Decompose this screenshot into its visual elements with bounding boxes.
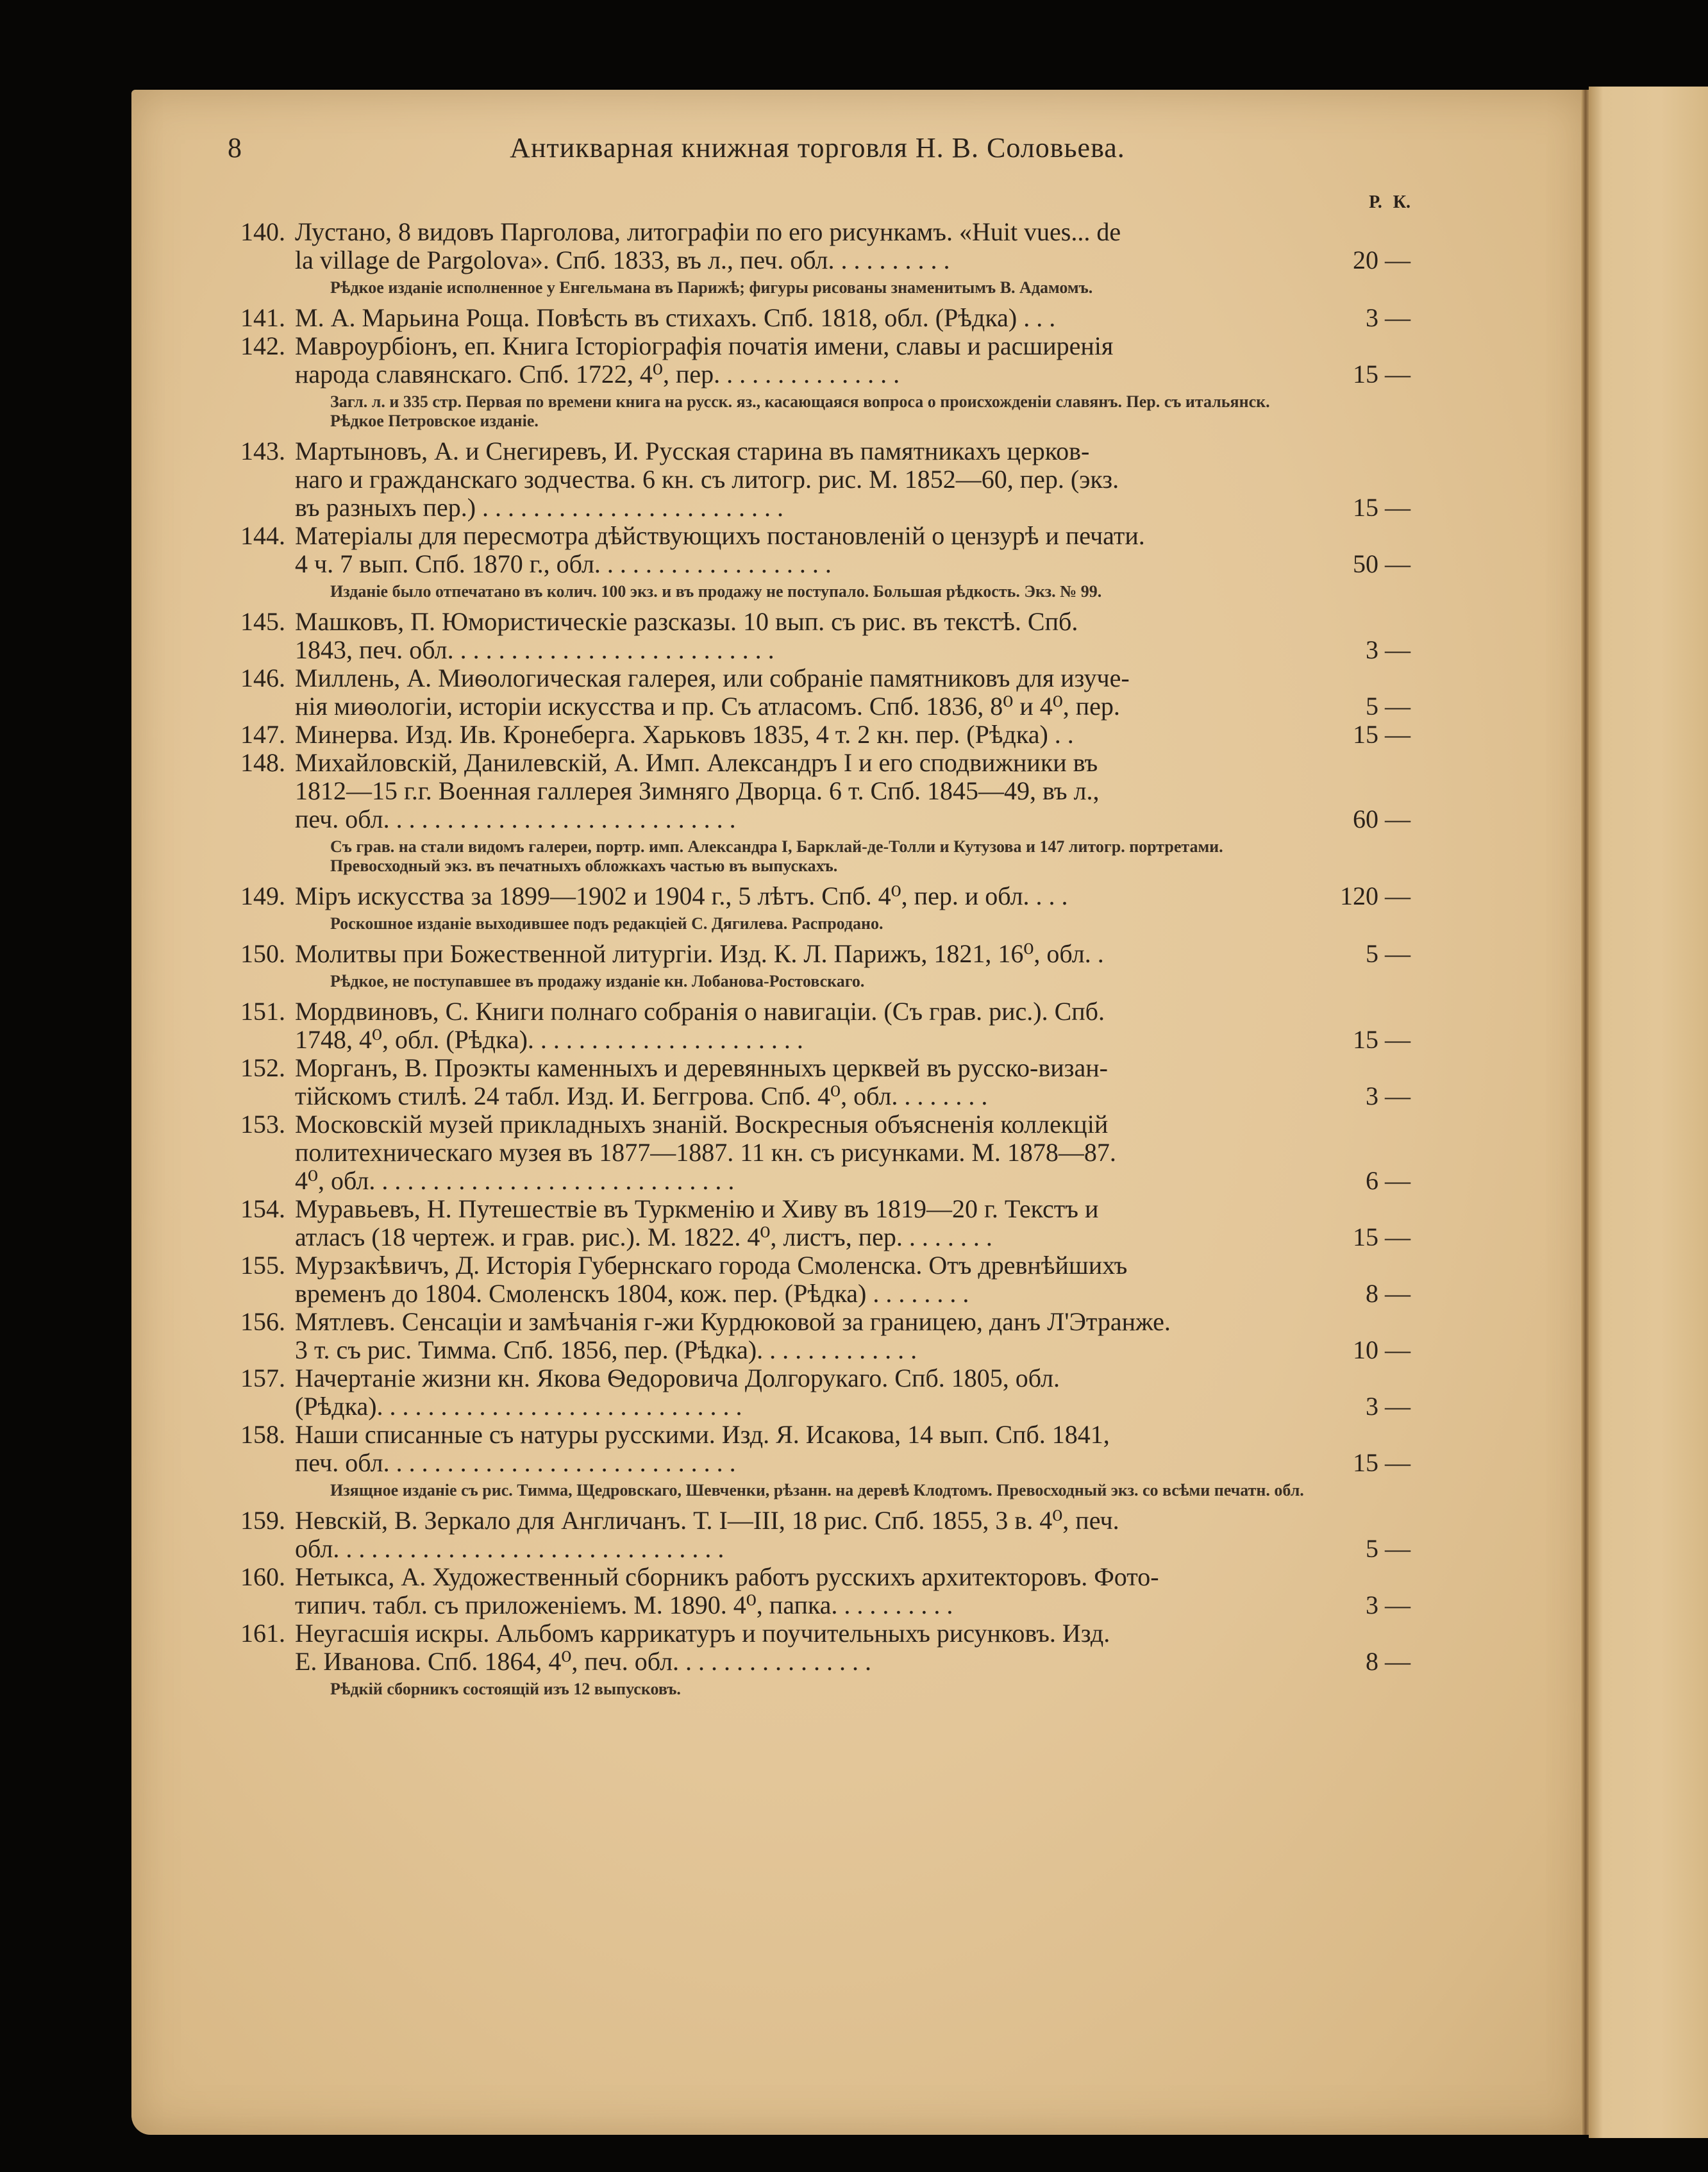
entry-text	[295, 940, 1318, 968]
entry-text	[295, 749, 1318, 833]
entry-number: 153.	[240, 1110, 285, 1139]
entry-line: обл. . . . . . . . . . . . . . . . . . . . . . . . . . . . . . .	[295, 1535, 724, 1563]
entry-price: 5 —	[1366, 692, 1411, 721]
catalog-entry	[224, 664, 1411, 721]
catalog-entry	[224, 1364, 1411, 1421]
entry-line: Машковъ, П. Юмористическіе разсказы. 10 вып. съ рис. въ текстѣ. Спб.	[295, 608, 1078, 636]
catalog-entry	[224, 1251, 1411, 1308]
catalog-entry	[224, 998, 1411, 1054]
entry-line: Лустано, 8 видовъ Парголова, литографіи по его рисункамъ. «Huit vues... de	[295, 218, 1121, 246]
catalog-entry	[224, 608, 1411, 664]
entry-text	[295, 882, 1318, 910]
catalog-entry	[224, 1195, 1411, 1251]
entry-number: 146.	[240, 664, 285, 692]
entry-text	[295, 664, 1318, 721]
entry-price: 60 —	[1353, 805, 1411, 833]
entry-line: Муравьевъ, Н. Путешествіе въ Туркменію и Хиву въ 1819—20 г. Текстъ и	[295, 1195, 1099, 1223]
entry-number: 142.	[240, 331, 285, 360]
catalog-entry	[224, 304, 1411, 332]
entry-number: 156.	[240, 1307, 285, 1336]
catalog-entry	[224, 882, 1411, 910]
entry-price: 10 —	[1353, 1335, 1411, 1364]
entry-line: Московскій музей прикладныхъ знаній. Воскресныя объясненія коллекцій	[295, 1110, 1109, 1139]
entry-price: 15 —	[1353, 1223, 1411, 1251]
entry-number: 151.	[240, 997, 285, 1026]
entry-price: 8 —	[1366, 1279, 1411, 1308]
entry-number: 159.	[240, 1506, 285, 1535]
entry-price: 15 —	[1353, 720, 1411, 749]
entry-text	[295, 1421, 1318, 1477]
entry-price: 6 —	[1366, 1166, 1411, 1195]
entry-line: Невскій, В. Зеркало для Англичанъ. Т. I—III, 18 рис. Спб. 1855, 3 в. 4⁰, печ.	[295, 1507, 1119, 1535]
entry-note: Изящное изданіе съ рис. Тимма, Щедровскаго, Шевченки, рѣзанн. на деревѣ Клодтомъ. Превосходный экз. со всѣми печатн. обл.	[330, 1481, 1304, 1500]
entry-line: М. А. Марьина Роща. Повѣсть въ стихахъ. Спб. 1818, обл. (Рѣдка) . . .	[295, 304, 1056, 332]
entry-number: 148.	[240, 748, 285, 777]
entry-note: Загл. л. и 335 стр. Первая по времени книга на русск. яз., касающаяся вопроса о происхожденіи славянъ. Пер. съ итальянск. Рѣдкое Петровское изданіе.	[330, 392, 1270, 430]
entry-number: 155.	[240, 1251, 285, 1280]
entry-text	[295, 304, 1318, 332]
entry-line: политехническаго музея въ 1877—1887. 11 кн. съ рисунками. М. 1878—87.	[295, 1139, 1116, 1167]
entry-line: Нетыкса, А. Художественный сборникъ работъ русскихъ архитекторовъ. Фото-	[295, 1563, 1159, 1591]
catalog-entry	[224, 218, 1411, 274]
catalog-entry	[224, 749, 1411, 833]
catalog-entry	[224, 940, 1411, 968]
catalog-entry	[224, 332, 1411, 388]
entry-text	[295, 1507, 1318, 1563]
entry-text	[295, 437, 1318, 522]
entry-price: 3 —	[1366, 635, 1411, 664]
entry-line: тійскомъ стилѣ. 24 табл. Изд. И. Беггрова. Спб. 4⁰, обл. . . . . . . .	[295, 1082, 988, 1110]
entry-number: 152.	[240, 1053, 285, 1082]
entry-text	[295, 1110, 1318, 1195]
entry-line: печ. обл. . . . . . . . . . . . . . . . . . . . . . . . . . . .	[295, 1449, 736, 1477]
entry-price: 15 —	[1353, 1025, 1411, 1054]
entry-number: 149.	[240, 881, 285, 910]
entry-line: Мордвиновъ, С. Книги полнаго собранія о навигаціи. (Съ грав. рис.). Спб.	[295, 998, 1105, 1026]
entry-line: Міръ искусства за 1899—1902 и 1904 г., 5 лѣтъ. Спб. 4⁰, пер. и обл. . . .	[295, 882, 1068, 910]
entry-text	[295, 522, 1318, 578]
entry-line: Миллень, А. Миѳологическая галерея, или собраніе памятниковъ для изуче-	[295, 664, 1130, 692]
entry-price: 8 —	[1366, 1647, 1411, 1676]
entry-text	[295, 721, 1318, 749]
entry-number: 144.	[240, 521, 285, 550]
entry-text	[295, 332, 1318, 388]
catalog-entry	[224, 437, 1411, 522]
catalog-entry	[224, 1563, 1411, 1619]
entry-line: la village de Pargolova». Спб. 1833, въ л., печ. обл. . . . . . . . . .	[295, 246, 950, 274]
entry-line: 3 т. съ рис. Тимма. Спб. 1856, пер. (Рѣдка). . . . . . . . . . . . .	[295, 1336, 917, 1364]
entry-line: Е. Иванова. Спб. 1864, 4⁰, печ. обл. . . . . . . . . . . . . . . .	[295, 1648, 872, 1676]
entry-number: 154.	[240, 1194, 285, 1223]
entry-line: Мартыновъ, А. и Снегиревъ, И. Русская старина въ памятникахъ церков-	[295, 437, 1090, 465]
entry-line: Неугасшія искры. Альбомъ каррикатуръ и поучительныхъ рисунковъ. Изд.	[295, 1619, 1110, 1648]
entry-text	[295, 608, 1318, 664]
entry-text	[295, 1563, 1318, 1619]
catalog-entries	[224, 218, 1411, 1705]
entry-number: 147.	[240, 720, 285, 749]
entry-line: Минерва. Изд. Ив. Кронеберга. Харьковъ 1835, 4 т. 2 кн. пер. (Рѣдка) . .	[295, 721, 1074, 749]
entry-line: 1812—15 г.г. Военная галлерея Зимняго Дворца. 6 т. Спб. 1845—49, въ л.,	[295, 777, 1100, 805]
entry-number: 143.	[240, 437, 285, 465]
entry-line: 1748, 4⁰, обл. (Рѣдка). . . . . . . . . . . . . . . . . . . . . .	[295, 1026, 803, 1054]
entry-price: 3 —	[1366, 1082, 1411, 1110]
entry-price: 3 —	[1366, 303, 1411, 332]
entry-line: печ. обл. . . . . . . . . . . . . . . . . . . . . . . . . . . .	[295, 805, 736, 833]
entry-text	[295, 218, 1318, 274]
catalog-entry	[224, 721, 1411, 749]
facing-page-edge	[1589, 87, 1708, 2138]
entry-price: 5 —	[1366, 1534, 1411, 1563]
entry-note: Изданіе было отпечатано въ колич. 100 экз. и въ продажу не поступало. Большая рѣдкость. Экз. № 99.	[330, 582, 1102, 601]
entry-number: 150.	[240, 939, 285, 968]
entry-line: (Рѣдка). . . . . . . . . . . . . . . . . . . . . . . . . . . . .	[295, 1392, 742, 1421]
entry-text	[295, 1364, 1318, 1421]
entry-line: народа славянскаго. Спб. 1722, 4⁰, пер. . . . . . . . . . . . . . .	[295, 360, 900, 388]
entry-line: Начертаніе жизни кн. Якова Ѳедоровича Долгорукаго. Спб. 1805, обл.	[295, 1364, 1060, 1392]
entry-note: Рѣдкій сборникъ состоящій изъ 12 выпусковъ.	[330, 1680, 681, 1698]
entry-price: 15 —	[1353, 360, 1411, 388]
entry-line: 1843, печ. обл. . . . . . . . . . . . . . . . . . . . . . . . . .	[295, 636, 774, 664]
entry-line: Мавроурбіонъ, еп. Книга Історіографія початія имени, славы и расширенія	[295, 332, 1114, 360]
entry-number: 161.	[240, 1619, 285, 1648]
entry-text	[295, 1195, 1318, 1251]
entry-text	[295, 1054, 1318, 1110]
entry-line: временъ до 1804. Смоленскъ 1804, кож. пер. (Рѣдка) . . . . . . . .	[295, 1280, 969, 1308]
entry-price: 20 —	[1353, 246, 1411, 274]
page-number: 8	[228, 132, 242, 163]
entry-price: 5 —	[1366, 939, 1411, 968]
entry-line: Мятлевъ. Сенсаціи и замѣчанія г-жи Курдюковой за границею, данъ Л'Этранже.	[295, 1308, 1171, 1336]
entry-line: нія миѳологіи, исторіи искусства и пр. Съ атласомъ. Спб. 1836, 8⁰ и 4⁰, пер.	[295, 692, 1120, 721]
entry-price: 50 —	[1353, 549, 1411, 578]
entry-line: типич. табл. съ приложеніемъ. М. 1890. 4⁰, папка. . . . . . . . . .	[295, 1591, 953, 1619]
entry-note: Роскошное изданіе выходившее подъ редакціей С. Дягилева. Распродано.	[330, 914, 883, 933]
catalog-entry	[224, 1308, 1411, 1364]
entry-price: 3 —	[1366, 1591, 1411, 1619]
entry-number: 145.	[240, 607, 285, 636]
entry-price: 3 —	[1366, 1392, 1411, 1421]
entry-text	[295, 1619, 1318, 1676]
catalog-entry	[224, 1619, 1411, 1676]
entry-line: 4⁰, обл. . . . . . . . . . . . . . . . . . . . . . . . . . . . .	[295, 1167, 735, 1195]
entry-number: 157.	[240, 1364, 285, 1392]
entry-price: 15 —	[1353, 1448, 1411, 1477]
entry-line: Михайловскій, Данилевскій, А. Имп. Александръ I и его сподвижники въ	[295, 749, 1098, 777]
entry-text	[295, 1251, 1318, 1308]
price-column-head: Р. К.	[1369, 192, 1411, 212]
entry-number: 158.	[240, 1420, 285, 1449]
entry-line: въ разныхъ пер.) . . . . . . . . . . . . . . . . . . . . . . . .	[295, 494, 784, 522]
entry-number: 141.	[240, 303, 285, 332]
entry-line: Молитвы при Божественной литургіи. Изд. К. Л. Парижъ, 1821, 16⁰, обл. .	[295, 940, 1104, 968]
catalog-entry	[224, 1421, 1411, 1477]
entry-line: 4 ч. 7 вып. Спб. 1870 г., обл. . . . . . . . . . . . . . . . . . .	[295, 550, 832, 578]
page-title: Антикварная книжная торговля Н. В. Соловьева.	[510, 132, 1125, 163]
entry-note: Съ грав. на стали видомъ галереи, портр. имп. Александра I, Барклай-де-Толли и Кутузова и 147 литогр. портретами. Превосходный экз. въ печатныхъ обложкахъ частью въ выпускахъ.	[330, 837, 1223, 875]
entry-note: Рѣдкое, не поступавшее въ продажу изданіе кн. Лобанова-Ростовскаго.	[330, 972, 865, 990]
entry-price: 120 —	[1340, 881, 1411, 910]
entry-line: Мурзакѣвичъ, Д. Исторія Губернскаго города Смоленска. Отъ древнѣйшихъ	[295, 1251, 1128, 1280]
page-header	[228, 131, 1407, 170]
catalog-entry	[224, 1110, 1411, 1195]
catalog-entry	[224, 522, 1411, 578]
catalog-entry	[224, 1054, 1411, 1110]
entry-text	[295, 998, 1318, 1054]
entry-number: 140.	[240, 217, 285, 246]
entry-note: Рѣдкое изданіе исполненное у Енгельмана въ Парижѣ; фигуры рисованы знаменитымъ В. Адамомъ.	[330, 278, 1093, 297]
entry-line: наго и гражданскаго зодчества. 6 кн. съ литогр. рис. М. 1852—60, пер. (экз.	[295, 465, 1119, 494]
entry-line: Наши списанные съ натуры русскими. Изд. Я. Исакова, 14 вып. Спб. 1841,	[295, 1421, 1110, 1449]
catalog-entry	[224, 1507, 1411, 1563]
entry-price: 15 —	[1353, 493, 1411, 522]
entry-number: 160.	[240, 1562, 285, 1591]
entry-text	[295, 1308, 1318, 1364]
entry-line: Морганъ, В. Проэкты каменныхъ и деревянныхъ церквей въ русско-визан-	[295, 1054, 1108, 1082]
entry-line: Матеріалы для пересмотра дѣйствующихъ постановленій о цензурѣ и печати.	[295, 522, 1145, 550]
entry-line: атласъ (18 чертеж. и грав. рис.). М. 1822. 4⁰, листъ, пер. . . . . . . .	[295, 1223, 992, 1251]
